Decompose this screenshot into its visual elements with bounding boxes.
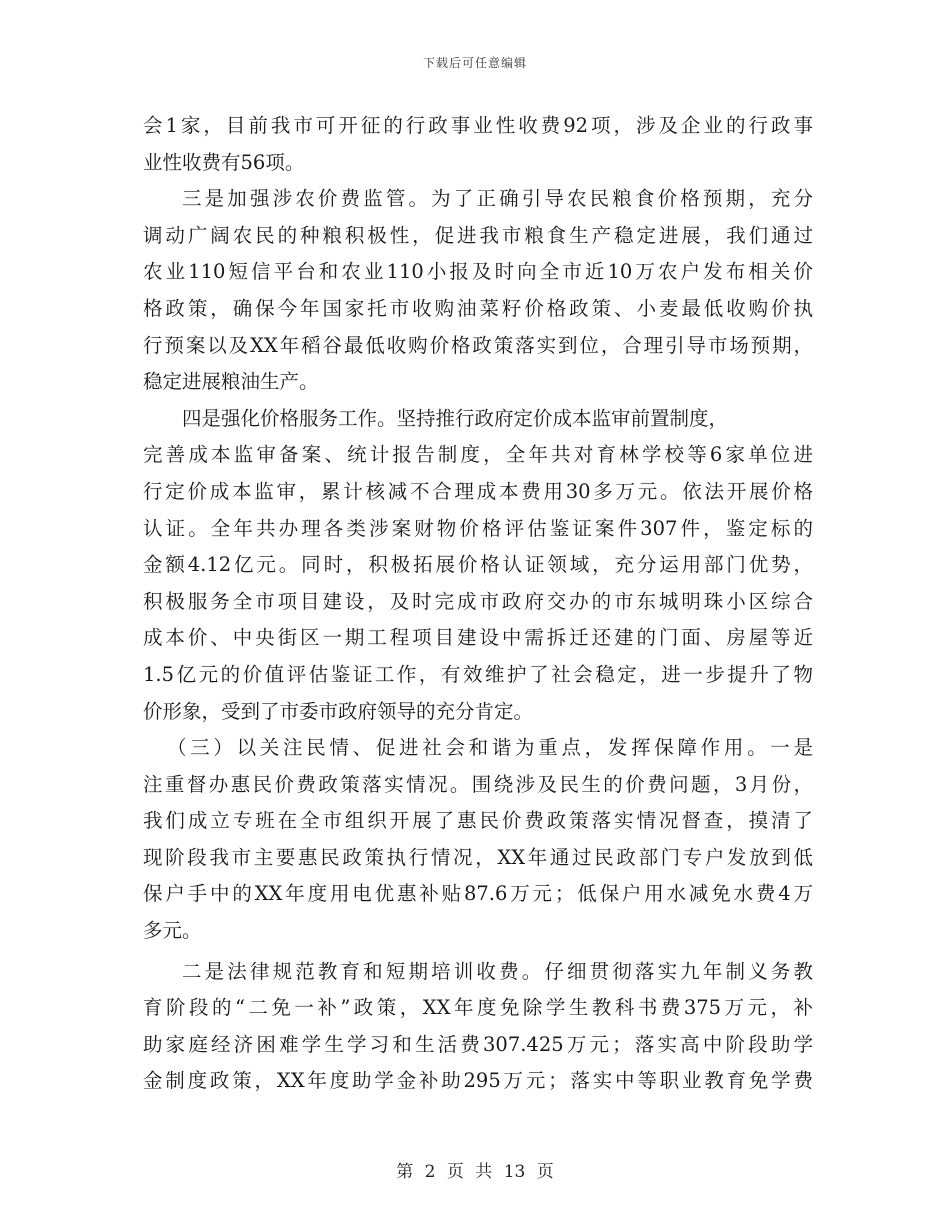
text-line: 认证。全年共办理各类涉案财物价格评估鉴证案件307件，鉴定标的 (143, 516, 813, 540)
text-line: 完善成本监审备案、统计报告制度，全年共对育林学校等6家单位进 (143, 443, 813, 467)
text-line: 助家庭经济困难学生学习和生活费307.425万元；落实高中阶段助学 (143, 1032, 813, 1056)
page-header: 下载后可任意编辑 (422, 56, 527, 70)
text-line: 金额4.12亿元。同时，积极拓展价格认证领域，充分运用部门优势， (143, 553, 813, 577)
text-line: 农业110短信平台和农业110小报及时向全市近10万农户发布相关价 (143, 260, 813, 284)
text-line: 业性收费有56项。 (143, 150, 305, 174)
paragraph-start-line: 三是加强涉农价费监管。为了正确引导农民粮食价格预期，充分 (182, 187, 813, 211)
text-line: 行预案以及XX年稻谷最低收购价格政策落实到位，合理引导市场预期， (143, 333, 813, 357)
text-line: 成本价、中央街区一期工程项目建设中需拆迁还建的门面、房屋等近 (143, 626, 813, 650)
text-line: 金制度政策，XX年度助学金补助295万元；落实中等职业教育免学费 (143, 1069, 813, 1093)
paragraph-start-line: 二是法律规范教育和短期培训收费。仔细贯彻落实九年制义务教 (182, 959, 813, 983)
paragraph-start-line: 四是强化价格服务工作。坚持推行政府定价成本监审前置制度， (182, 406, 729, 430)
text-line: 价形象，受到了市委市政府领导的充分肯定。 (143, 699, 534, 723)
text-line: 注重督办惠民价费政策落实情况。围绕涉及民生的价费问题，3月份， (143, 772, 813, 796)
page-footer: 第 2 页 共 13 页 (396, 1162, 554, 1182)
text-line: 1.5亿元的价值评估鉴证工作，有效维护了社会稳定，进一步提升了物 (143, 662, 813, 686)
text-line: 多元。 (143, 919, 202, 943)
text-line: 积极服务全市项目建设，及时完成市政府交办的市东城明珠小区综合 (143, 589, 813, 613)
text-line: 保户手中的XX年度用电优惠补贴87.6万元；低保户用水减免水费4万 (143, 882, 813, 906)
text-line: 我们成立专班在全市组织开展了惠民价费政策落实情况督查，摸清了 (143, 809, 813, 833)
text-line: 稳定进展粮油生产。 (143, 370, 319, 394)
text-line: 格政策，确保今年国家托市收购油菜籽价格政策、小麦最低收购价执 (143, 296, 813, 320)
text-line: 现阶段我市主要惠民政策执行情况，XX年通过民政部门专户发放到低 (143, 845, 813, 869)
text-line: 行定价成本监审，累计核减不合理成本费用30多万元。依法开展价格 (143, 479, 813, 503)
paragraph-start-line: （三）以关注民情、促进社会和谐为重点，发挥保障作用。一是 (167, 736, 813, 760)
text-line: 育阶段的“二免一补”政策，XX年度免除学生教科书费375万元，补 (143, 996, 813, 1020)
text-line: 调动广阔农民的种粮积极性，促进我市粮食生产稳定进展，我们通过 (143, 223, 813, 247)
text-line: 会1家，目前我市可开征的行政事业性收费92项，涉及企业的行政事 (143, 114, 813, 137)
document-body (143, 108, 813, 1100)
